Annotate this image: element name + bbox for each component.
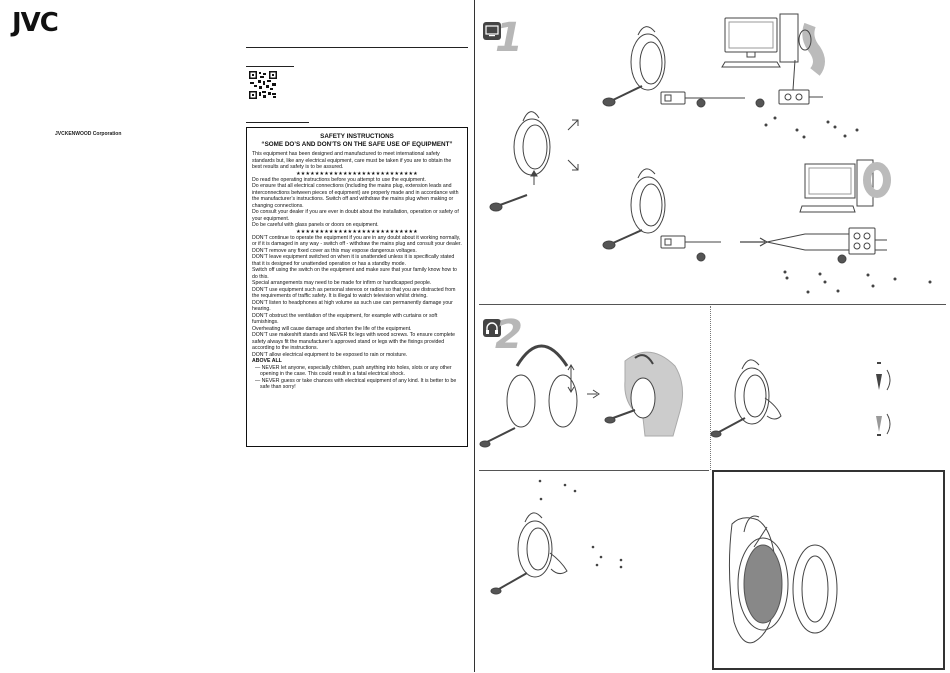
brand-logo: JVC bbox=[12, 8, 58, 38]
qr-code-icon bbox=[249, 71, 277, 99]
dont-item: Overheating will cause damage and shorten the life of the equipment. bbox=[252, 325, 412, 332]
dont-item: DON’T allow electrical equipment to be exposed to rain or moisture. bbox=[252, 351, 408, 358]
do-item: Do consult your dealer if you are ever in doubt about the installation, operation or safety of your equipment. bbox=[252, 209, 459, 222]
step-number: 2 bbox=[495, 312, 523, 358]
above-all-heading: ABOVE ALL bbox=[252, 358, 282, 364]
dont-item: DON’T listen to headphones at high volume as such use can permanently damage your hearing. bbox=[252, 299, 453, 312]
never-item: — NEVER let anyone, especially children, push anything into holes, slots or any other opening in the case. This could result in a fatal electrical shock. bbox=[255, 364, 452, 377]
dont-item: Switch off using the switch on the equipment and make sure that your family know how to do this. bbox=[252, 267, 457, 280]
do-item: Do read the operating instructions before you attempt to use the equipment. bbox=[252, 176, 426, 183]
safety-intro: This equipment has been designed and manufactured to meet international safety standards but, like any electrical equipment, care must be taken if you are to obtain the best results and safety is to be assured. bbox=[252, 151, 452, 170]
do-item: Do ensure that all electrical connections (including the mains plug, extension leads and interconnections between pieces of equipment) are properly made and in accordance with the manufacturer’s instructions. Switch off and withdraw the mains plug when making or changing connections. bbox=[252, 183, 459, 209]
left-panel bbox=[0, 0, 474, 672]
heading-rule bbox=[246, 47, 468, 48]
corporation-name: JVCKENWOOD Corporation bbox=[55, 131, 122, 137]
step-number: 1 bbox=[495, 15, 523, 61]
dont-item: Special arrangements may need to be made for infirm or handicapped people. bbox=[252, 280, 432, 286]
dont-item: DON’T obstruct the ventilation of the equipment, for example with curtains or soft furnishings. bbox=[252, 312, 438, 325]
dont-item: DON’T use makeshift stands and NEVER fix legs with wood screws. To ensure complete safety always fit the manufacturer’s approved stand or legs with the fixings provided according to the instructions. bbox=[252, 332, 456, 351]
right-panel bbox=[475, 0, 950, 672]
safety-subtitle: “SOME DO’S AND DON’TS ON THE SAFE USE OF EQUIPMENT” bbox=[261, 141, 453, 148]
star-divider: ★★★★★★★★★★★★★★★★★★★★★★★★★★ bbox=[296, 170, 418, 177]
dont-item: DON’T remove any fixed cover as this may expose dangerous voltages. bbox=[252, 247, 417, 254]
safety-title: SAFETY INSTRUCTIONS bbox=[320, 133, 394, 140]
safety-instructions-box bbox=[246, 127, 468, 447]
short-rule bbox=[246, 66, 294, 67]
short-rule bbox=[246, 122, 309, 123]
star-divider: ★★★★★★★★★★★★★★★★★★★★★★★★★★ bbox=[296, 228, 418, 235]
ear-pad-diagram bbox=[714, 472, 943, 668]
connection-diagram bbox=[475, 0, 950, 305]
ear-pad-info-box bbox=[712, 470, 945, 670]
do-item: Do be careful with glass panels or doors on equipment. bbox=[252, 222, 379, 228]
mic-adjust-diagram bbox=[475, 471, 710, 671]
section-divider bbox=[479, 304, 946, 305]
dont-item: DON’T continue to operate the equipment if you are in any doubt about it working normally, or if it is damaged in any way - switch off - withdraw the mains plug and consult your dealer. bbox=[252, 234, 462, 247]
dont-item: DON’T leave equipment switched on when it is unattended unless it is specifically stated that it is designed for unattended operation or has a standby mode. bbox=[252, 254, 455, 267]
dont-item: DON’T use equipment such as personal stereos or radios so that you are distracted from the requirements of traffic safety. It is illegal to watch television whilst driving. bbox=[252, 286, 456, 299]
wearing-diagram bbox=[475, 306, 950, 470]
never-item: — NEVER guess or take chances with electrical equipment of any kind. It is better to be safe than sorry! bbox=[255, 377, 457, 390]
